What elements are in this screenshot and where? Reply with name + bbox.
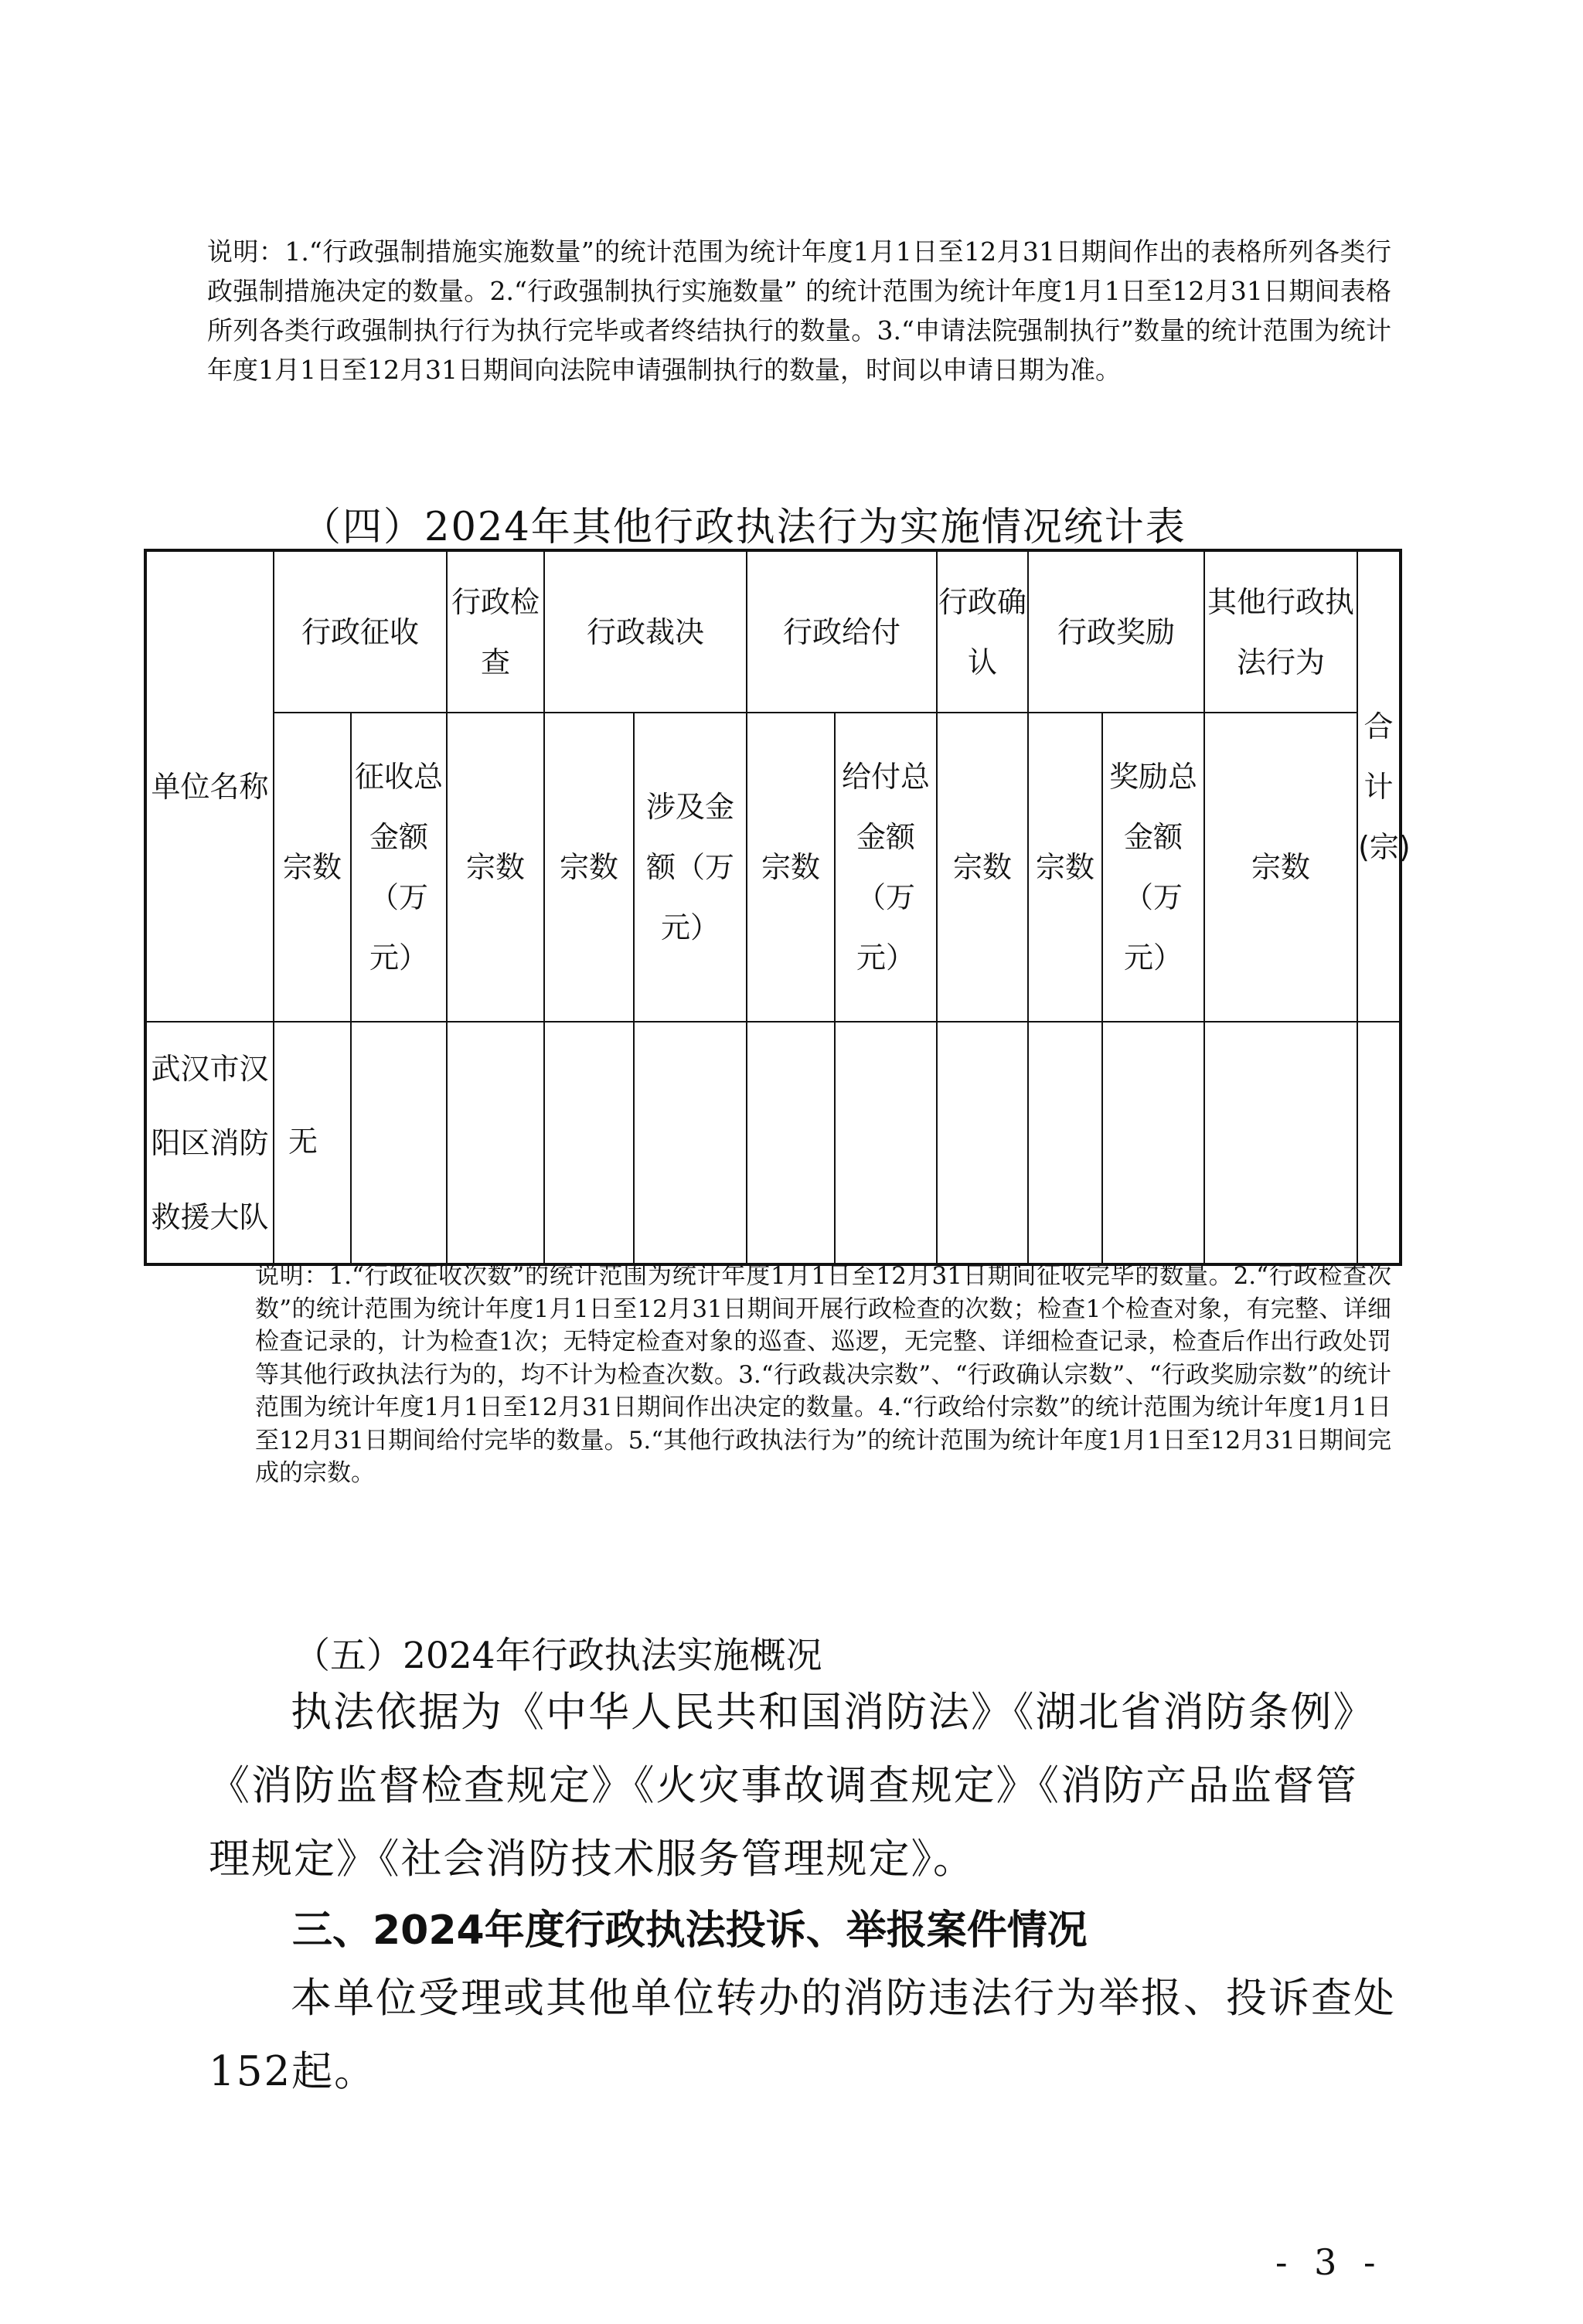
other-header: 其他行政执法行为 xyxy=(1204,550,1357,713)
unit-name-cell: 武汉市汉阳区消防救援大队 xyxy=(145,1022,274,1264)
reward-count-header: 宗数 xyxy=(1028,713,1102,1022)
collection-count-header: 宗数 xyxy=(274,713,351,1022)
empty-cell xyxy=(1028,1022,1102,1264)
confirmation-count-header: 宗数 xyxy=(937,713,1028,1022)
empty-cell xyxy=(1357,1022,1401,1264)
ruling-header: 行政裁决 xyxy=(544,550,747,713)
section-3-title: 三、2024年度行政执法投诉、举报案件情况 xyxy=(292,1907,1088,1954)
table-title: （四）2024年其他行政执法行为实施情况统计表 xyxy=(301,505,1186,550)
ruling-amount-header: 涉及金额（万元） xyxy=(634,713,747,1022)
total-header: 合计(宗) xyxy=(1357,550,1401,1022)
reward-header: 行政奖励 xyxy=(1028,550,1204,713)
enforcement-stats-table xyxy=(144,549,1411,1266)
empty-cell xyxy=(447,1022,544,1264)
other-count-header: 宗数 xyxy=(1204,713,1357,1022)
section-5-title: （五）2024年行政执法实施概况 xyxy=(294,1635,822,1677)
unit-name-header: 单位名称 xyxy=(145,550,274,1022)
note-1: 说明：1.“行政强制措施实施数量”的统计范围为统计年度1月1日至12月31日期间作出的表格所列各类行政强制措施决定的数量。2.“行政强制执行实施数量” 的统计范围为统计年度1月1日至12月31日期间表格所列各类行政强制执行行为执行完毕或者终结执行的数量。3.“申请法院强制执行”数量的统计范围为统计年度1月1日至12月31日期间向法院申请强制执行的数量，时间以申请日期为准。 xyxy=(207,236,1391,385)
reward-amount-header: 奖励总金额（万元） xyxy=(1102,713,1204,1022)
note-2: 说明：1.“行政征收次数”的统计范围为统计年度1月1日至12月31日期间征收完毕的数量。2.“行政检查次数”的统计范围为统计年度1月1日至12月31日期间开展行政检查的次数；检查1个检查对象，有完整、详细检查记录的，计为检查1次；无特定检查对象的巡查、巡逻，无完整、详细检查记录，检查后作出行政处罚等其他行政执法行为的，均不计为检查次数。3.“行政裁决宗数”、“行政确认宗数”、“行政奖励宗数”的统计范围为统计年度1月1日至12月31日期间作出决定的数量。4.“行政给付宗数”的统计范围为统计年度1月1日至12月31日期间给付完毕的数量。5.“其他行政执法行为”的统计范围为统计年度1月1日至12月31日期间完成的宗数。 xyxy=(255,1262,1391,1487)
empty-cell xyxy=(747,1022,835,1264)
inspection-count-header: 宗数 xyxy=(447,713,544,1022)
empty-cell xyxy=(835,1022,937,1264)
empty-cell xyxy=(1102,1022,1204,1264)
empty-cell xyxy=(351,1022,447,1264)
page-number: - 3 - xyxy=(1275,2241,1384,2283)
enforcement-basis-paragraph: 执法依据为《中华人民共和国消防法》《湖北省消防条例》《消防监督检查规定》《火灾事故调查规定》《消防产品监督管理规定》《社会消防技术服务管理规定》。 xyxy=(209,1689,1376,1883)
empty-cell xyxy=(1204,1022,1357,1264)
empty-cell xyxy=(544,1022,634,1264)
payment-count-header: 宗数 xyxy=(747,713,835,1022)
empty-cell xyxy=(634,1022,747,1264)
collection-header: 行政征收 xyxy=(274,550,447,713)
inspection-header: 行政检查 xyxy=(447,550,544,713)
confirmation-header: 行政确认 xyxy=(937,550,1028,713)
payment-amount-header: 给付总金额（万元） xyxy=(835,713,937,1022)
collection-count-cell: 无 xyxy=(274,1022,351,1264)
empty-cell xyxy=(937,1022,1028,1264)
complaints-paragraph: 本单位受理或其他单位转办的消防违法行为举报、投诉查处152起。 xyxy=(209,1975,1396,2095)
collection-amount-header: 征收总金额（万元） xyxy=(351,713,447,1022)
ruling-count-header: 宗数 xyxy=(544,713,634,1022)
payment-header: 行政给付 xyxy=(747,550,937,713)
table-row xyxy=(145,1022,1401,1264)
